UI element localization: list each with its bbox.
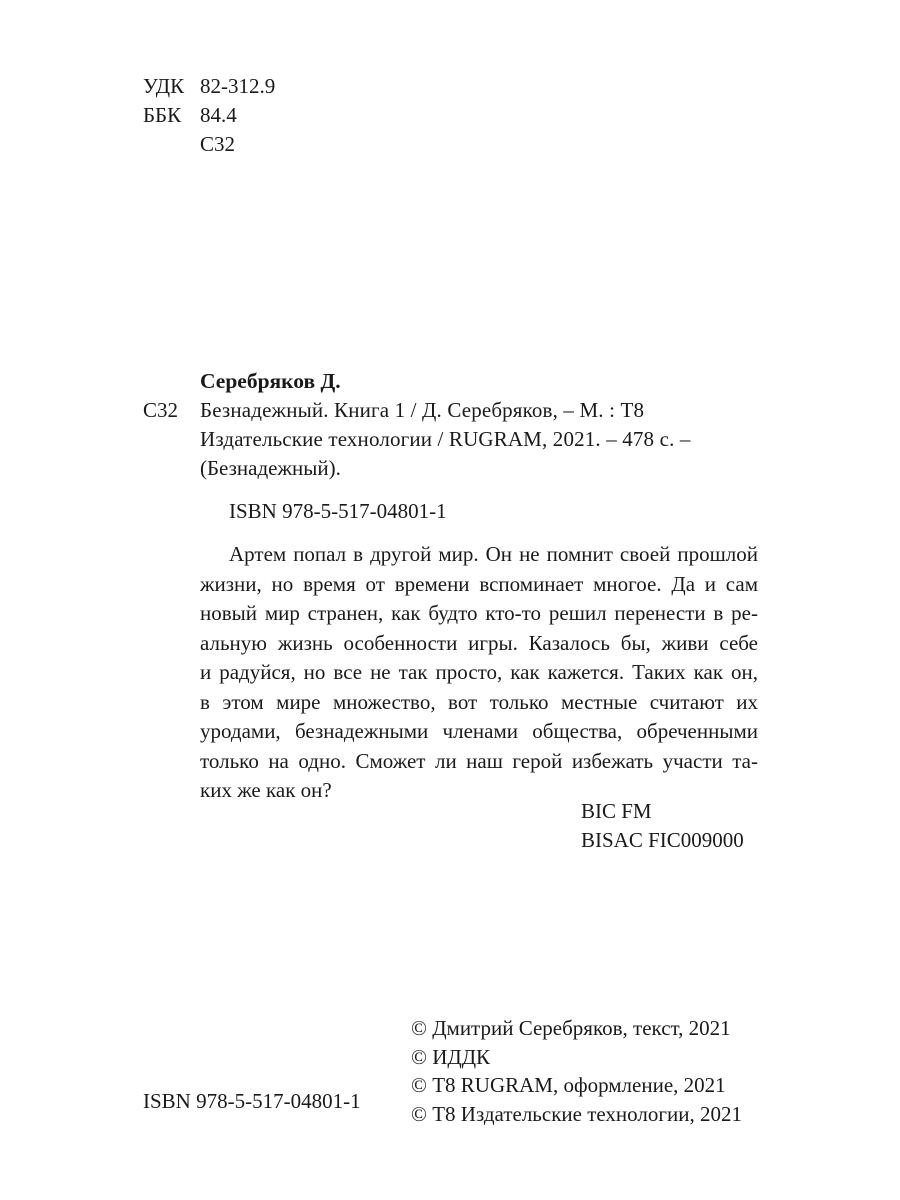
- bbk-row: [143, 101, 275, 130]
- copyright-line: © Дмитрий Серебряков, текст, 2021: [411, 1016, 731, 1040]
- annotation-line: Артем попал в другой мир. Он не помнит своей прошлой: [229, 542, 758, 566]
- isbn-bottom: ISBN 978-5-517-04801-1: [143, 1089, 361, 1113]
- author-name: Серебряков Д.: [200, 369, 341, 393]
- description-line: Издательские технологии / RUGRAM, 2021. – 478 с. –: [200, 427, 691, 451]
- classification-block: [143, 72, 275, 159]
- copyright-line: © Т8 RUGRAM, оформление, 2021: [411, 1073, 726, 1097]
- subject-codes: [581, 797, 744, 855]
- copyright-line: © Т8 Издательские технологии, 2021: [411, 1101, 742, 1126]
- bisac-code: BISAC FIC009000: [581, 828, 744, 852]
- description-line: (Безнадежный).: [200, 456, 341, 480]
- description-line: Безнадежный. Книга 1 / Д. Серебряков, – М. : Т8: [200, 398, 645, 422]
- annotation-line: в этом мире множество, вот только местные считают их: [200, 689, 758, 714]
- copyright-line: © ИДДК: [411, 1044, 491, 1069]
- udk-row: [143, 72, 275, 101]
- udk-value: 82-312.9: [200, 74, 276, 98]
- catalog-code: С32: [143, 398, 179, 422]
- annotation-line: ких же как он?: [200, 778, 332, 802]
- udk-label: УДК: [143, 74, 185, 98]
- annotation-line: альную жизнь особенности игры. Казалось бы, живи себе: [200, 630, 758, 655]
- author-mark-row: [143, 130, 275, 159]
- annotation: [200, 540, 758, 806]
- bic-code: BIC FM: [581, 799, 652, 823]
- copyright-block: [411, 1014, 742, 1128]
- annotation-line: только на одно. Сможет ли наш герой избежать участи та-: [200, 748, 758, 773]
- bibliographic-description: [200, 396, 758, 483]
- annotation-line: жизни, но время от времени вспоминает многое. Да и сам: [200, 571, 758, 596]
- annotation-line: и радуйся, но все не так просто, как кажется. Таких как он,: [200, 660, 758, 684]
- bbk-value: 84.4: [200, 103, 237, 127]
- isbn-main: ISBN 978-5-517-04801-1: [229, 499, 447, 523]
- annotation-line: уродами, безнадежными членами общества, обреченными: [200, 719, 758, 743]
- author-mark-value: С32: [200, 132, 236, 156]
- bbk-label: ББК: [143, 103, 182, 127]
- annotation-line: новый мир странен, как будто кто-то решил перенести в ре-: [200, 601, 758, 625]
